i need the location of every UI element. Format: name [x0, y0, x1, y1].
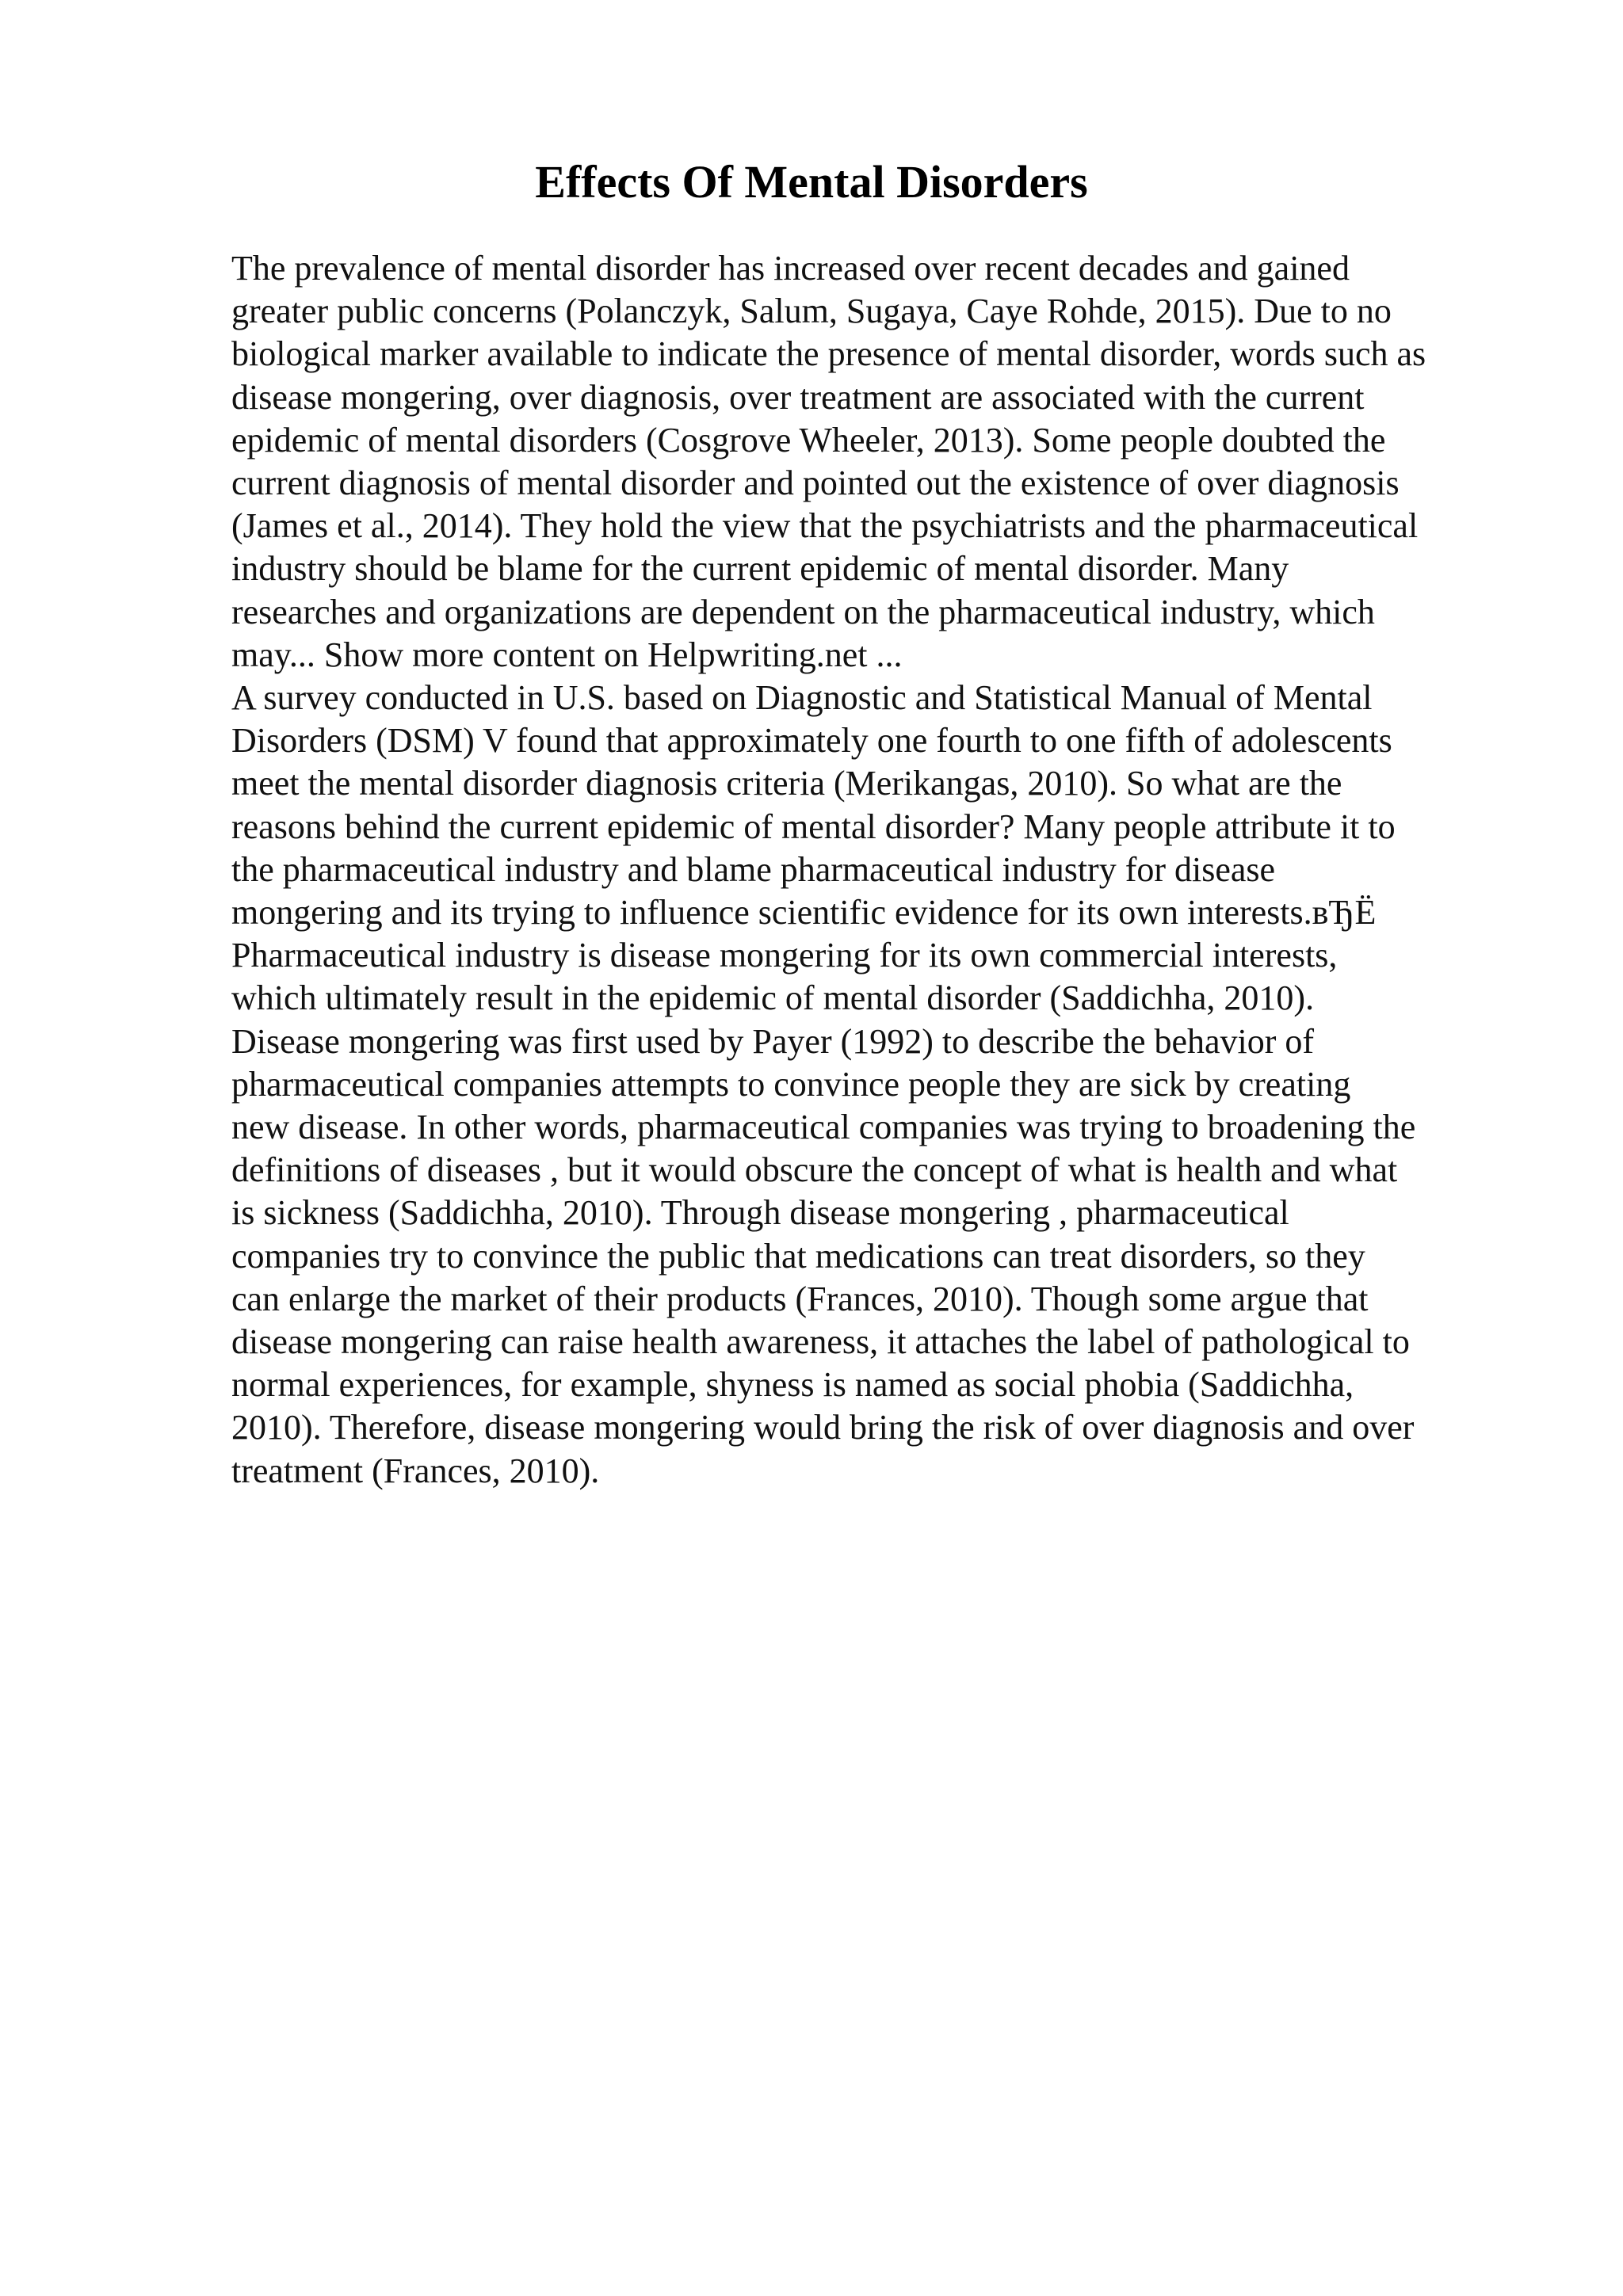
- text-line: mongering and its trying to influence scientific evidence for its own interests.вЂЁ: [231, 893, 1377, 933]
- text-line: industry should be blame for the current epidemic of mental disorder. Many: [231, 549, 1289, 589]
- text-line: (James et al., 2014). They hold the view that the psychiatrists and the pharmaceutical: [231, 506, 1419, 546]
- text-line: disease mongering can raise health awareness, it attaches the label of pathological to: [231, 1322, 1410, 1362]
- text-line: can enlarge the market of their products (Frances, 2010). Though some argue that: [231, 1279, 1369, 1318]
- text-line: A survey conducted in U.S. based on Diagnostic and Statistical Manual of Mental: [231, 678, 1373, 718]
- text-line: is sickness (Saddichha, 2010). Through disease mongering , pharmaceutical: [231, 1193, 1289, 1233]
- text-line: greater public concerns (Polanczyk, Salum, Sugaya, Caye Rohde, 2015). Due to no: [231, 292, 1392, 331]
- text-line: epidemic of mental disorders (Cosgrove Wheeler, 2013). Some people doubted the: [231, 420, 1386, 460]
- text-line: current diagnosis of mental disorder and pointed out the existence of over diagnosis: [231, 463, 1400, 503]
- text-line: new disease. In other words, pharmaceutical companies was trying to broadening the: [231, 1108, 1416, 1147]
- text-line: 2010). Therefore, disease mongering would bring the risk of over diagnosis and over: [231, 1408, 1415, 1447]
- text-line: the pharmaceutical industry and blame pharmaceutical industry for disease: [231, 849, 1276, 889]
- text-line: may... Show more content on Helpwriting.net ...: [231, 635, 903, 674]
- body-text: [231, 247, 1531, 1493]
- text-line: treatment (Frances, 2010).: [231, 1451, 600, 1490]
- text-line: biological marker available to indicate the presence of mental disorder, words such as: [231, 334, 1426, 374]
- text-line: meet the mental disorder diagnosis criteria (Merikangas, 2010). So what are the: [231, 764, 1342, 803]
- text-line: which ultimately result in the epidemic of mental disorder (Saddichha, 2010).: [231, 978, 1315, 1018]
- text-line: normal experiences, for example, shyness is named as social phobia (Saddichha,: [231, 1365, 1354, 1405]
- text-line: companies try to convince the public that medications can treat disorders, so they: [231, 1236, 1365, 1276]
- text-line: Pharmaceutical industry is disease mongering for its own commercial interests,: [231, 936, 1338, 975]
- text-line: researches and organizations are dependent on the pharmaceutical industry, which: [231, 592, 1375, 631]
- text-line: The prevalence of mental disorder has increased over recent decades and gained: [231, 249, 1350, 288]
- text-line: Disorders (DSM) V found that approximately one fourth to one fifth of adolescents: [231, 721, 1392, 761]
- text-line: Disease mongering was first used by Payer (1992) to describe the behavior of: [231, 1021, 1315, 1061]
- text-line: disease mongering, over diagnosis, over treatment are associated with the current: [231, 377, 1365, 417]
- page-title: Effects Of Mental Disorders: [535, 156, 1088, 208]
- text-line: pharmaceutical companies attempts to convince people they are sick by creating: [231, 1064, 1351, 1104]
- text-line: definitions of diseases , but it would obscure the concept of what is health and what: [231, 1150, 1398, 1190]
- text-line: reasons behind the current epidemic of mental disorder? Many people attribute it to: [231, 807, 1396, 846]
